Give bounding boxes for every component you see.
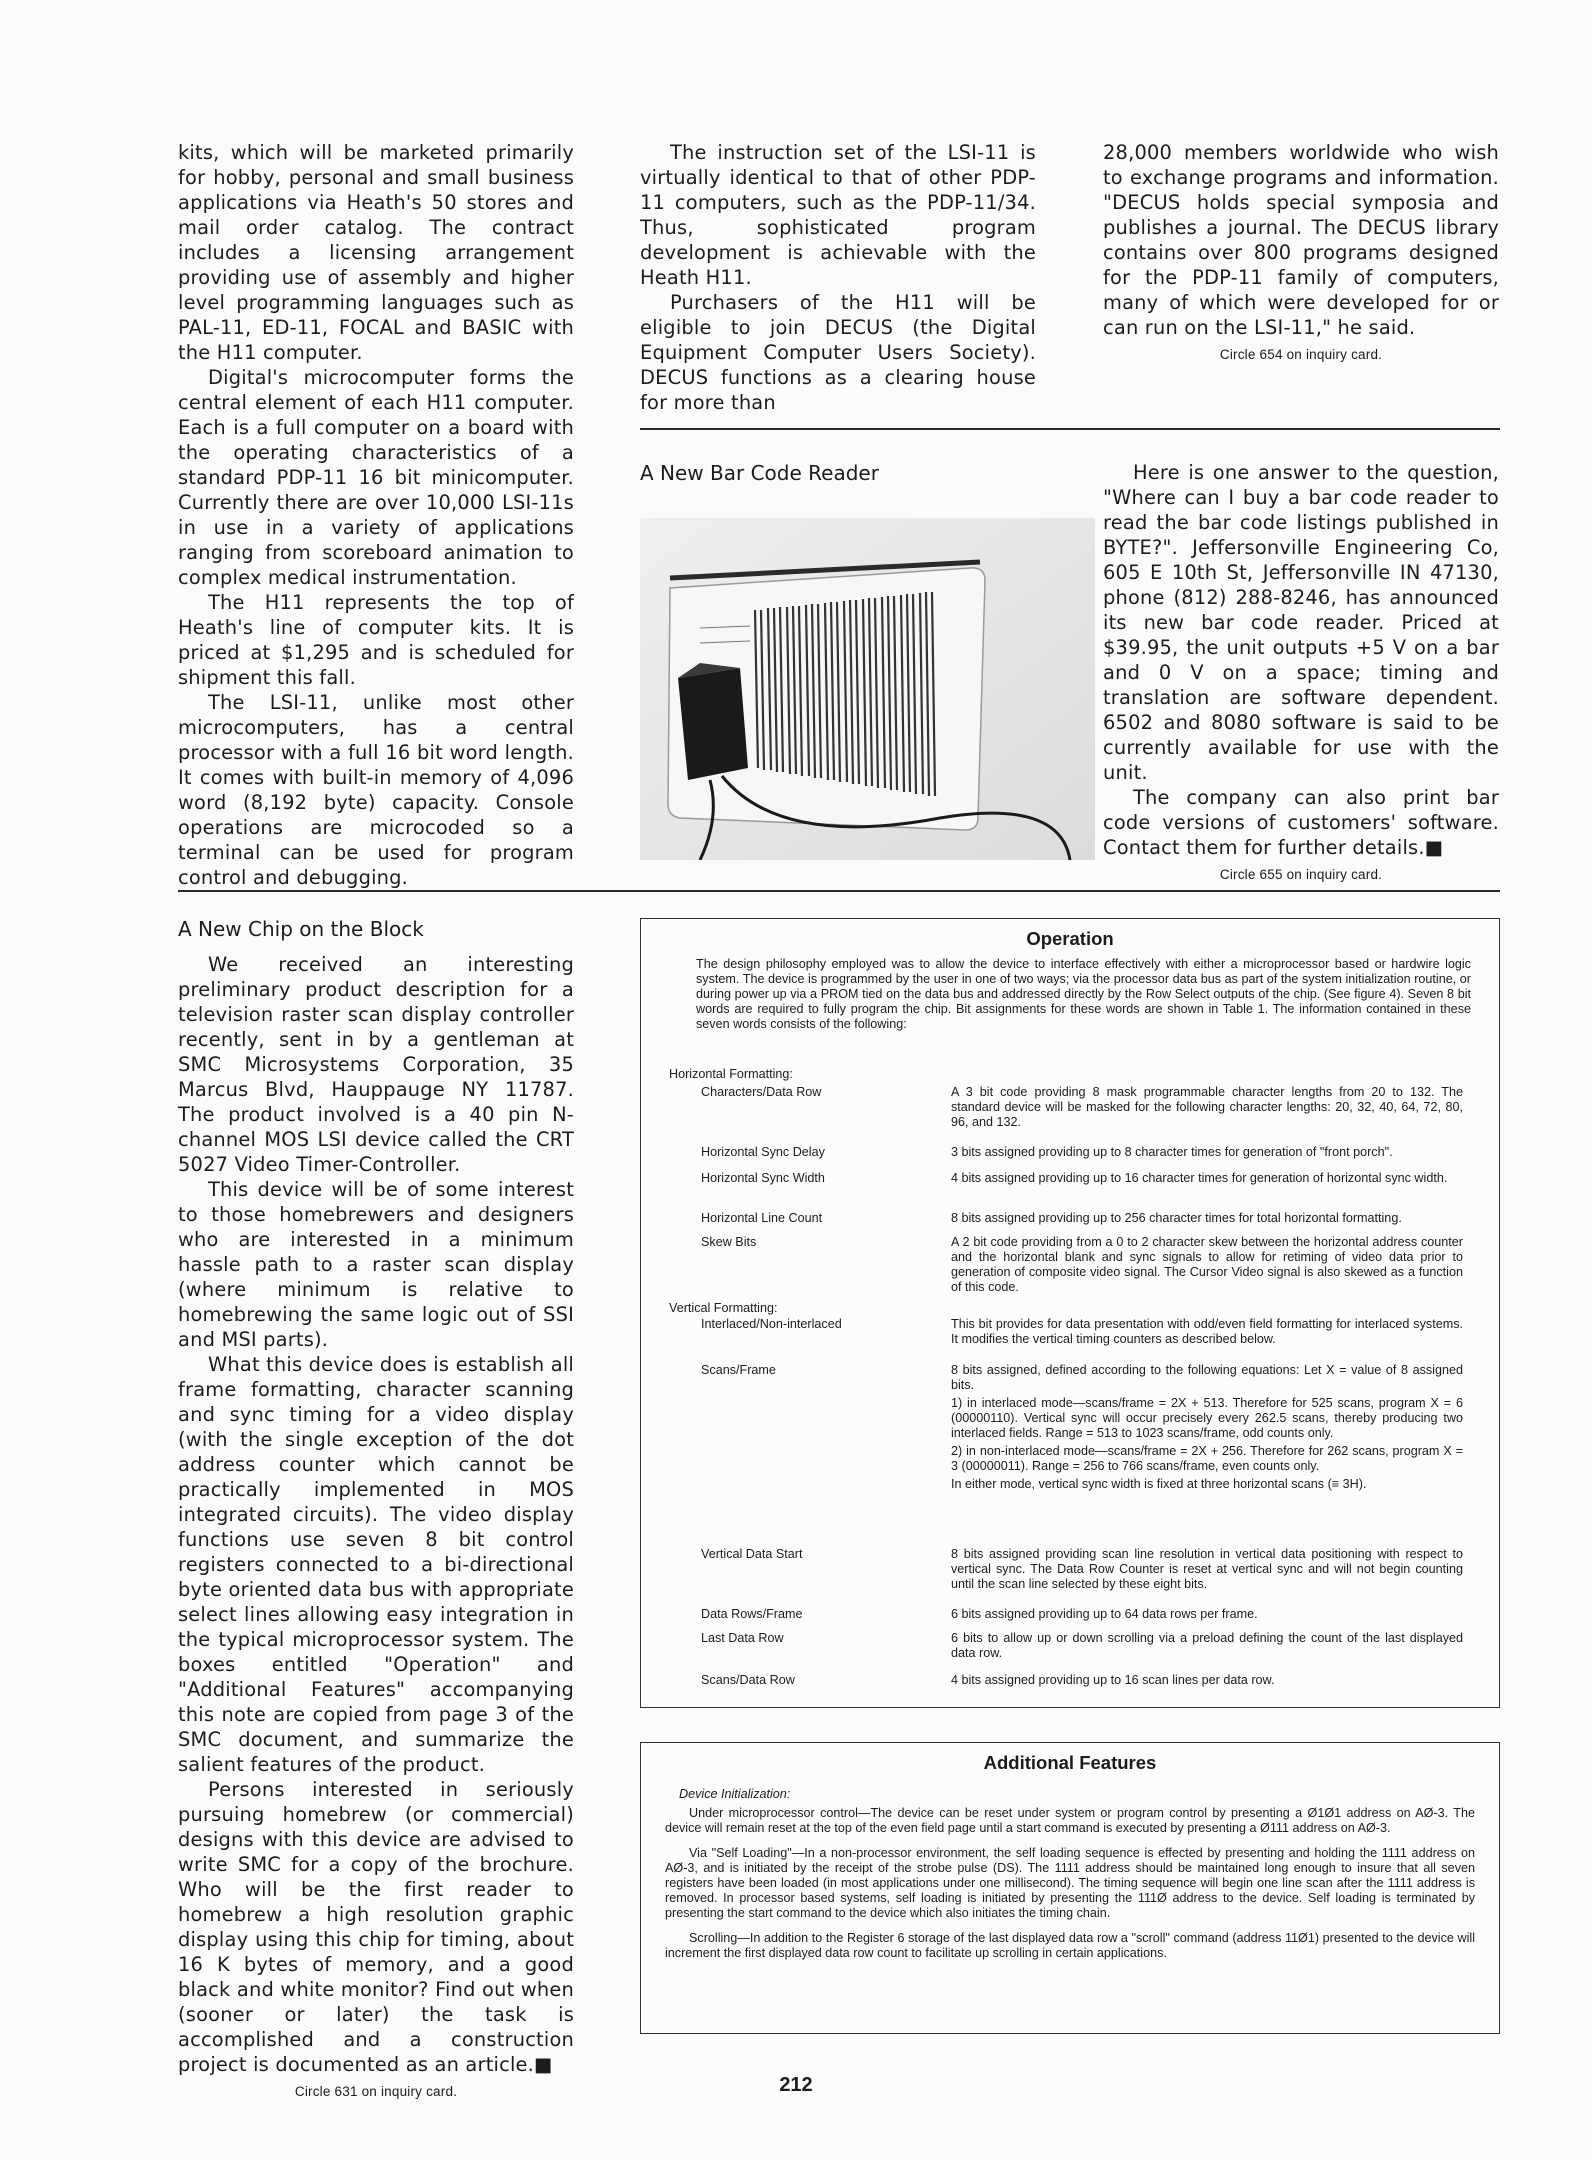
paragraph: Persons interested in seriously pursuing homebrew (or commercial) designs with this device are advised to write SMC for a copy of the brochure. Who will be the first reader to homebrew a high resolution graphic display using this chip for timing, about 16 K bytes of memory, and a good black and white monitor? Find out when (sooner or later) the task is accomplished and a construction project is documented as an article.■: [178, 1778, 574, 2076]
paragraph: kits, which will be marketed primarily for hobby, personal and small business applications via Heath's 50 stores and mail order catalog. The contract includes a licensing arrangement providing use of assembly and higher level programming languages such as PAL-11, ED-11, FOCAL and BASIC with the H11 computer.: [178, 141, 574, 364]
row-desc: 4 bits assigned providing up to 16 character times for generation of horizontal sync width.: [951, 1171, 1448, 1185]
row-desc: 3 bits assigned providing up to 8 character times for generation of "front porch".: [951, 1145, 1393, 1159]
column-1-top: [178, 140, 574, 890]
row-label: Interlaced/Non-interlaced: [701, 1317, 842, 1331]
row-label: Characters/Data Row: [701, 1085, 822, 1099]
divider-rule-1: [640, 428, 1500, 430]
column-3-top: [1103, 140, 1499, 364]
row-label: Horizontal Sync Delay: [701, 1145, 825, 1159]
vertical-formatting-label: Vertical Formatting:: [669, 1301, 778, 1315]
operation-title: Operation: [1026, 928, 1114, 949]
feature-paragraph: Under microprocessor control—The device can be reset under system or program control by presenting a Ø1Ø1 address on AØ-3. The device will remain reset at the top of the even field page until a start command is executed by presenting a Ø111 address on AØ-3.: [665, 1806, 1475, 1835]
additional-features-box: [640, 1742, 1500, 2034]
operation-box: [640, 918, 1500, 1708]
paragraph: The instruction set of the LSI-11 is virtually identical to that of other PDP-11 computers, such as the PDP-11/34. Thus, sophisticated program development is achievable with the Heath H11.: [640, 141, 1036, 289]
bar-code-article: [1103, 460, 1499, 884]
bar-code-reader-image-icon: [640, 518, 1095, 860]
paragraph: This device will be of some interest to those homebrewers and designers who are interested in a minimum hassle path to a raster scan display (where minimum is relative to homebrewing the same logic out of SSI and MSI parts).: [178, 1178, 574, 1351]
paragraph: What this device does is establish all frame formatting, character scanning and sync timing for a video display (with the single exception of the dot address counter which cannot be practically implemented in MOS integrated circuits). The video display functions use seven 8 bit control registers connected to a bi-directional byte oriented data bus with appropriate select lines allowing easy integration in the typical microprocessor system. The boxes entitled "Operation" and "Additional Features" accompanying this note are copied from page 3 of the SMC document, and summarize the salient features of the product.: [178, 1353, 574, 1776]
paragraph: We received an interesting preliminary product description for a television raster scan display controller recently, sent in by a gentleman at SMC Microsystems Corporation, 35 Marcus Blvd, Hauppauge NY 11787. The product involved is a 40 pin N-channel MOS LSI device called the CRT 5027 Video Timer-Controller.: [178, 953, 574, 1176]
paragraph: Here is one answer to the question, "Where can I buy a bar code reader to read the bar code listings published in BYTE?". Jeffersonville Engineering Co, 605 E 10th St, Jeffersonville IN 47130, phone (812) 288-8246, has announced its new bar code reader. Priced at $39.95, the unit outputs +5 V on a bar and 0 V on a space; timing and translation are software dependent. 6502 and 8080 software is said to be currently available for use with the unit.: [1103, 461, 1499, 784]
section-heading-new-chip: A New Chip on the Block: [178, 917, 424, 941]
row-desc: 8 bits assigned providing scan line resolution in vertical data positioning with respect to vertical sync. The Data Row Counter is reset at vertical sync and will not begin counting until the scan line selected by these eight bits.: [951, 1547, 1463, 1591]
row-label: Scans/Data Row: [701, 1673, 795, 1687]
inquiry-circle-631: Circle 631 on inquiry card.: [294, 2084, 458, 2099]
row-label: Data Rows/Frame: [701, 1607, 803, 1621]
paragraph: The H11 represents the top of Heath's line of computer kits. It is priced at $1,295 and is scheduled for shipment this fall.: [178, 591, 574, 689]
row-desc: 6 bits assigned providing up to 64 data rows per frame.: [951, 1607, 1258, 1621]
new-chip-article: [178, 952, 574, 2101]
row-desc: 2) in non-interlaced mode—scans/frame = 2X + 256. Therefore for 262 scans, program X = 3 (00000011). Range = 256 to 766 scans/frame, even counts only.: [951, 1444, 1463, 1473]
paragraph: The company can also print bar code versions of customers' software. Contact them for further details.■: [1103, 786, 1499, 859]
row-label: Skew Bits: [701, 1235, 757, 1249]
paragraph: Digital's microcomputer forms the central element of each H11 computer. Each is a full computer on a board with the operating characteristics of a standard PDP-11 16 bit minicomputer. Currently there are over 10,000 LSI-11s in use in a variety of applications ranging from scoreboard animation to complex medical instrumentation.: [178, 366, 574, 589]
paragraph: 28,000 members worldwide who wish to exchange programs and information. "DECUS holds special symposia and publishes a journal. The DECUS library contains over 800 programs designed for the PDP-11 family of computers, many of which were developed for or can run on the LSI-11," he said.: [1103, 141, 1499, 339]
bar-code-reader-photo: [640, 518, 1095, 860]
divider-rule-2: [178, 890, 1500, 892]
row-desc: A 3 bit code providing 8 mask programmable character lengths from 20 to 132. The standard device will be masked for the following character lengths: 20, 32, 40, 64, 72, 80, 96, and 132.: [951, 1085, 1463, 1129]
feature-paragraph: Via "Self Loading"—In a non-processor environment, the self loading sequence is effected by presenting and holding the 1111 address on AØ-3, and is initiated by the receipt of the strobe pulse (DS). The 1111 address should be maintained long enough to insure that all seven registers have been loaded (in most applications under one millisecond). The timing sequence will begin one line scan after the 1111 address is removed. In processor based systems, self loading is initiated by presenting the 111Ø address to the device. Self loading is terminated by presenting the start command to the device which also initiates the timing chain.: [665, 1846, 1475, 1920]
page-number: 212: [779, 2074, 813, 2096]
section-heading-bar-code: A New Bar Code Reader: [640, 461, 879, 485]
row-desc: 6 bits to allow up or down scrolling via a preload defining the count of the last displayed data row.: [951, 1631, 1463, 1660]
device-initialization-label: Device Initialization:: [679, 1787, 791, 1801]
row-desc: 8 bits assigned, defined according to the following equations: Let X = value of 8 assigned bits.: [951, 1363, 1463, 1392]
column-2-top: [640, 140, 1036, 415]
row-label: Horizontal Sync Width: [701, 1171, 825, 1185]
row-desc: This bit provides for data presentation with odd/even field formatting for interlaced systems. It modifies the vertical timing counters as described below.: [951, 1317, 1463, 1346]
row-label: Horizontal Line Count: [701, 1211, 823, 1225]
row-desc: 4 bits assigned providing up to 16 scan lines per data row.: [951, 1673, 1275, 1687]
row-label: Last Data Row: [701, 1631, 784, 1645]
feature-paragraph: Scrolling—In addition to the Register 6 storage of the last displayed data row a "scroll" command (address 11Ø1) presented to the device will increment the first displayed data row count to facilitate up scrolling in certain applications.: [665, 1931, 1475, 1960]
row-label: Scans/Frame: [701, 1363, 776, 1377]
row-desc: In either mode, vertical sync width is fixed at three horizontal scans (≡ 3H).: [951, 1477, 1367, 1491]
row-label: Vertical Data Start: [701, 1547, 803, 1561]
paragraph: The LSI-11, unlike most other microcomputers, has a central processor with a full 16 bit word length. It comes with built-in memory of 4,096 word (8,192 byte) capacity. Console operations are microcoded so a terminal can be used for program control and debugging.: [178, 691, 574, 889]
row-desc: A 2 bit code providing from a 0 to 2 character skew between the horizontal address counter and the horizontal blank and sync signals to allow for retiming of video data prior to generation of composite video signal. The Cursor Video signal is also skewed as a function of this code.: [951, 1235, 1463, 1294]
row-desc: 1) in interlaced mode—scans/frame = 2X + 513. Therefore for 525 scans, program X = 6 (00000110). Vertical sync will occur precisely every 262.5 scans, thereby producing two interlaced fields. Range = 513 to 1023 scans/frame, odd counts only.: [951, 1396, 1463, 1440]
horizontal-formatting-label: Horizontal Formatting:: [669, 1067, 793, 1081]
paragraph: Purchasers of the H11 will be eligible to join DECUS (the Digital Equipment Computer Users Society). DECUS functions as a clearing house for more than: [640, 291, 1036, 414]
inquiry-circle-655: Circle 655 on inquiry card.: [1219, 867, 1383, 882]
inquiry-circle-654: Circle 654 on inquiry card.: [1219, 347, 1383, 362]
operation-intro: The design philosophy employed was to allow the device to interface effectively with either a microprocessor based or hardwire logic system. The device is programmed by the user in one of two ways; via the processor data bus as part of the system initialization routine, or during power up via a PROM tied on the data bus and addressed directly by the Row Select outputs of the chip. (See figure 4). Seven 8 bit words are required to fully program the chip. Bit assignments for these words are shown in Table 1. The information contained in these seven words consists of the following:: [696, 957, 1471, 1031]
additional-features-title: Additional Features: [983, 1752, 1157, 1773]
row-desc: 8 bits assigned providing up to 256 character times for total horizontal formatting.: [951, 1211, 1402, 1225]
